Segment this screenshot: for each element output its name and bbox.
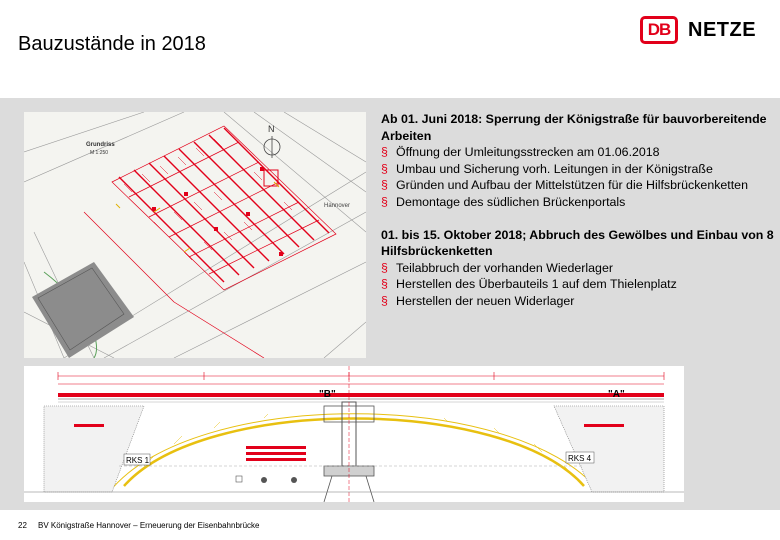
elevation-label-rks4: RKS 4 [568, 454, 592, 463]
text-block-1 [381, 111, 776, 211]
plan-scale-label: M 1:250 [90, 150, 109, 156]
db-netze-logo [640, 15, 756, 45]
plan-label: Grundriss [86, 142, 115, 148]
elevation-label-a: "A" [608, 389, 625, 400]
block2-list [381, 260, 776, 310]
elevation-label-b: "B" [319, 389, 336, 400]
page-number: 22 [18, 521, 27, 530]
footer-text: BV Königstraße Hannover – Erneuerung der Eisenbahnbrücke [38, 521, 260, 530]
page-title: Bauzustände in 2018 [18, 33, 206, 55]
block2-heading: 01. bis 15. Oktober 2018; Abbruch des Gewölbes und Einbau von 8 Hilfsbrückenketten [381, 227, 774, 259]
list-item: § Umbau und Sicherung vorh. Leitungen in der Königstraße [381, 161, 776, 178]
list-item: § Öffnung der Umleitungsstrecken am 01.06.2018 [381, 144, 776, 161]
site-plan-svg [24, 112, 366, 358]
list-item: § Teilabbruch der vorhanden Wiederlager [381, 260, 776, 277]
elevation-label-rks1: RKS 1 [126, 456, 150, 465]
north-label: N [268, 124, 275, 134]
list-item: § Demontage des südlichen Brückenportals [381, 194, 776, 211]
netze-logo-text: NETZE [688, 18, 757, 41]
list-item: § Herstellen der neuen Widerlager [381, 293, 776, 310]
plan-street-label: Hannover [324, 203, 351, 209]
list-item: § Gründen und Aufbau der Mittelstützen für die Hilfsbrückenketten [381, 177, 776, 194]
db-logo-box: DB [640, 16, 678, 44]
list-item: § Herstellen des Überbauteils 1 auf dem Thielenplatz [381, 276, 776, 293]
elevation-svg [24, 366, 684, 502]
elevation-drawing [24, 366, 684, 502]
text-column [381, 111, 776, 310]
site-plan-drawing [24, 112, 366, 358]
block1-heading: Ab 01. Juni 2018: Sperrung der Königstraße für bauvorbereitende Arbeiten [381, 112, 767, 143]
block1-list [381, 144, 776, 210]
text-block-2 [381, 227, 776, 310]
